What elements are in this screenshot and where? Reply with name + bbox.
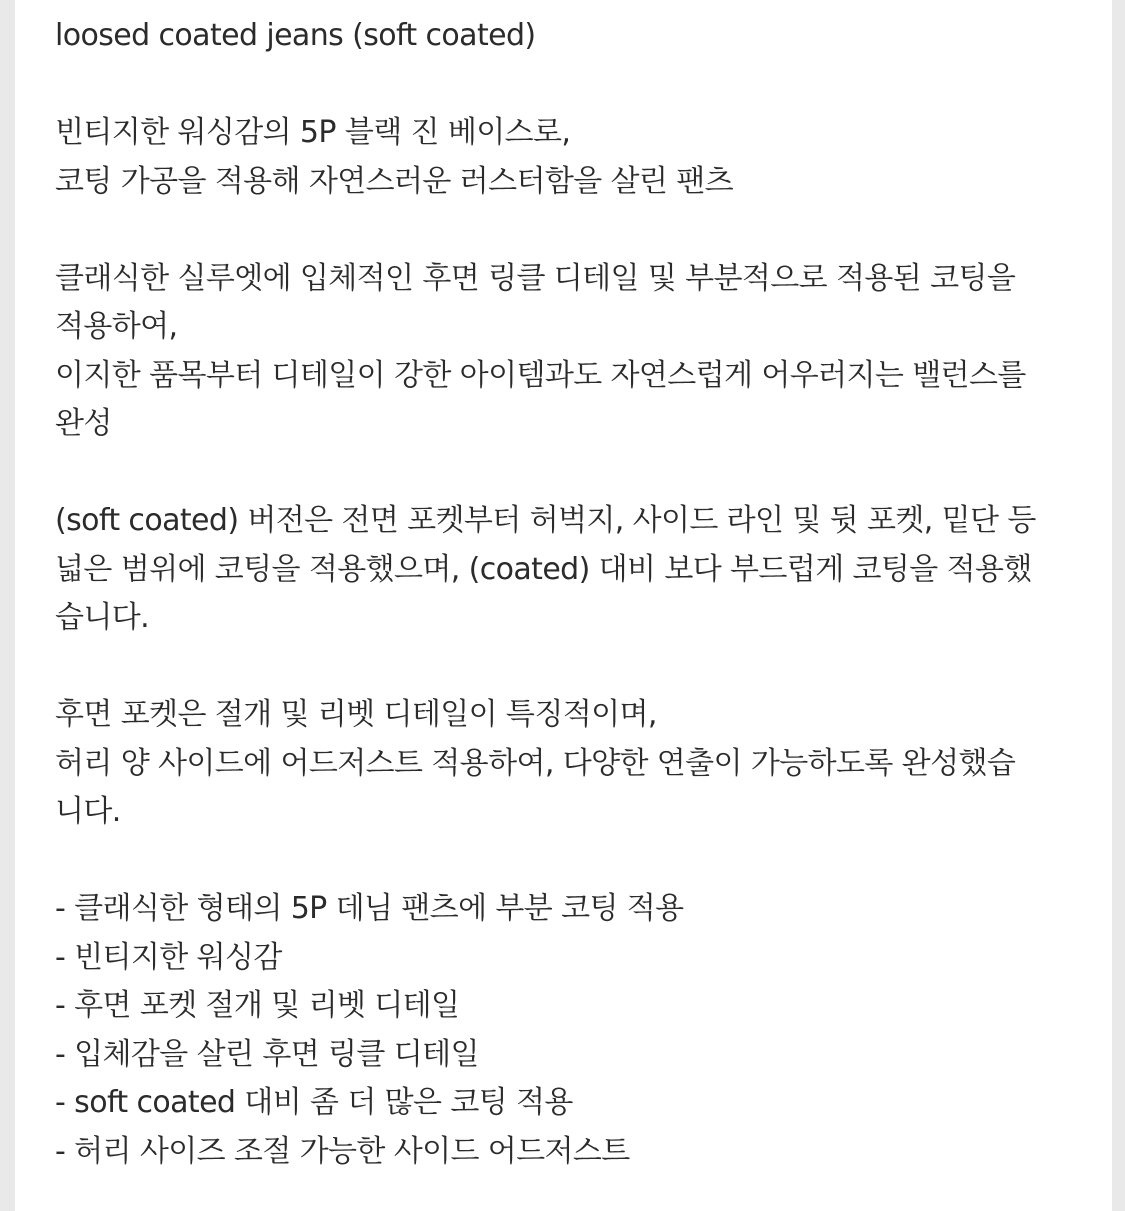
paragraph-line: 니다. xyxy=(55,794,121,829)
product-description xyxy=(55,12,1085,1176)
paragraph-line: 적용하여, xyxy=(55,309,178,344)
paragraph-line: 후면 포켓은 절개 및 리벳 디테일이 특징적이며, xyxy=(55,697,657,732)
feature-item: - 후면 포켓 절개 및 리벳 디테일 xyxy=(55,988,460,1023)
feature-item: - 클래식한 형태의 5P 데님 팬츠에 부분 코팅 적용 xyxy=(55,891,684,926)
silhouette-paragraph xyxy=(55,255,1085,449)
paragraph-line: 허리 양 사이드에 어드저스트 적용하여, 다양한 연출이 가능하도록 완성했습 xyxy=(55,745,1016,781)
feature-list xyxy=(55,885,1085,1176)
paragraph-line: 코팅 가공을 적용해 자연스러운 러스터함을 살린 팬츠 xyxy=(55,163,733,199)
coating-paragraph xyxy=(55,497,1085,643)
feature-item: - 입체감을 살린 후면 링클 디테일 xyxy=(55,1036,479,1072)
pocket-paragraph xyxy=(55,691,1085,837)
paragraph-line: (soft coated) 버전은 전면 포켓부터 허벅지, 사이드 라인 및 뒷 포켓, 밑단 등 xyxy=(55,503,1036,538)
paragraph-line: 습니다. xyxy=(55,600,150,635)
paragraph-line: 빈티지한 워싱감의 5P 블랙 진 베이스로, xyxy=(55,115,571,150)
feature-item: - soft coated 대비 좀 더 많은 코팅 적용 xyxy=(55,1085,573,1120)
paragraph-line: 이지한 품목부터 디테일이 강한 아이템과도 자연스럽게 어우러지는 밸런스를 xyxy=(55,357,1026,393)
product-title-block xyxy=(55,12,1085,61)
paragraph-line: 완성 xyxy=(55,406,112,441)
intro-paragraph xyxy=(55,109,1085,206)
feature-item: - 빈티지한 워싱감 xyxy=(55,939,282,975)
paragraph-line: 넓은 범위에 코팅을 적용했으며, (coated) 대비 보다 부드럽게 코팅을 적용했 xyxy=(55,551,1032,587)
product-description-page xyxy=(15,0,1112,1211)
product-title: loosed coated jeans (soft coated) xyxy=(55,18,536,53)
paragraph-line: 클래식한 실루엣에 입체적인 후면 링클 디테일 및 부분적으로 적용된 코팅을 xyxy=(55,260,1016,296)
feature-item: - 허리 사이즈 조절 가능한 사이드 어드저스트 xyxy=(55,1133,630,1169)
